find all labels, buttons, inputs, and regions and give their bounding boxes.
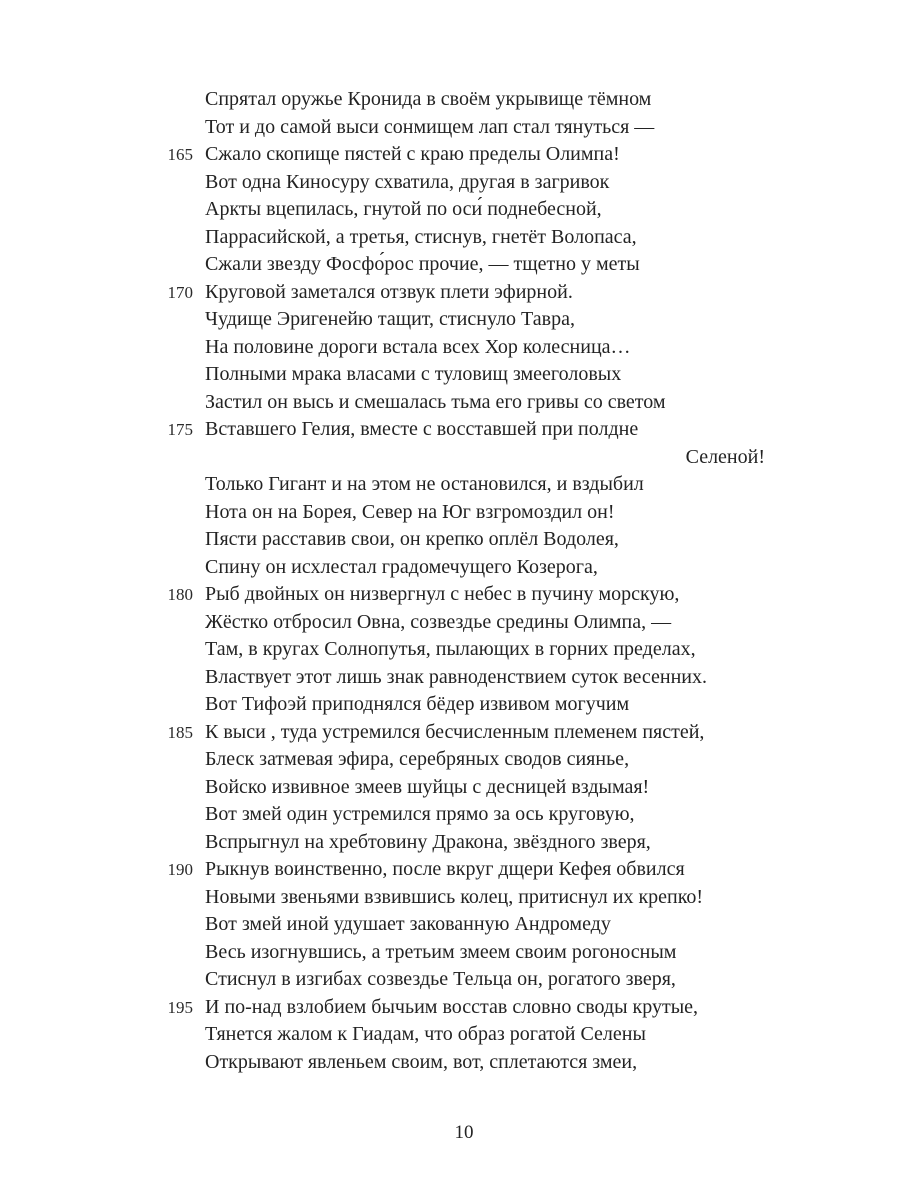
poem-line: [163, 554, 765, 582]
line-text: Вспрыгнул на хребтовину Дракона, звёздного зверя,: [205, 830, 651, 853]
poem-line: [163, 636, 765, 664]
line-number: 180: [167, 585, 193, 604]
line-text: Тот и до самой выси сонмищем лап стал тянуться —: [205, 115, 655, 138]
poem-line: [163, 1021, 765, 1049]
line-text: Спину он исхлестал градомечущего Козерога,: [205, 555, 598, 578]
page-number: 10: [454, 1122, 474, 1143]
poem-line: [163, 911, 765, 939]
line-text: Вот змей один устремился прямо за ось круговую,: [205, 803, 635, 825]
poem-line: [163, 746, 765, 774]
line-text: Рыб двойных он низвергнул с небес в пучину морскую,: [205, 583, 680, 605]
poem-line: [163, 774, 765, 802]
line-text: Аркты вцепилась, гнутой по оси́ поднебесной,: [205, 198, 602, 220]
poem-line: [163, 856, 765, 884]
poem-line: [163, 581, 765, 609]
poem-line: [163, 1049, 765, 1077]
poem-line: [163, 279, 765, 307]
line-text: Вот Тифоэй приподнялся бёдер извивом могучим: [205, 693, 630, 715]
poem-line: [163, 499, 765, 527]
poem-line: [163, 609, 765, 637]
poem-line: [163, 719, 765, 747]
poem-line: [163, 306, 765, 334]
poem-line: [163, 444, 765, 472]
line-text: Паррасийской, а третья, стиснув, гнетёт Волопаса,: [205, 225, 637, 248]
line-text: Чудище Эригенейю тащит, стиснуло Тавра,: [205, 308, 575, 330]
poem-line: [163, 966, 765, 994]
poem-line: [163, 416, 765, 444]
poem-line: [163, 334, 765, 362]
poem-line: [163, 224, 765, 252]
line-text: Тянется жалом к Гиадам, что образ рогатой Селены: [205, 1023, 646, 1045]
poem-line: [163, 141, 765, 169]
poem-line: [163, 691, 765, 719]
line-number: 190: [167, 860, 193, 879]
poem-text-block: [163, 86, 765, 1076]
line-text: Круговой заметался отзвук плети эфирной.: [205, 280, 573, 303]
line-text: На половине дороги встала всех Хор колесница…: [205, 335, 631, 358]
line-text: И по-над взлобием бычьим восстав словно своды крутые,: [205, 995, 699, 1018]
line-text: Селеной!: [685, 445, 765, 468]
poem-line: [163, 114, 765, 142]
line-text: Сжало скопище пястей с краю пределы Олимпа!: [205, 143, 620, 165]
poem-line: [163, 526, 765, 554]
poem-line: [163, 361, 765, 389]
line-text: Там, в кругах Солнопутья, пылающих в горних пределах,: [205, 638, 696, 660]
line-text: Новыми звеньями взвившись колец, притиснул их крепко!: [205, 885, 704, 908]
line-text: Застил он высь и смешалась тьма его гривы со светом: [205, 390, 666, 413]
line-number: 170: [167, 282, 193, 302]
line-text: Сжали звезду Фосфо́рос прочие, — тщетно у меты: [205, 253, 640, 275]
line-text: Вот одна Киносуру схватила, другая в загривок: [205, 170, 610, 193]
poem-line: [163, 251, 765, 279]
line-text: Только Гигант и на этом не остановился, и вздыбил: [205, 473, 644, 495]
poem-line: [163, 471, 765, 499]
line-text: Пясти расставив свои, он крепко оплёл Водолея,: [205, 528, 619, 550]
line-text: Полными мрака власами с туловищ змееголовых: [205, 363, 622, 385]
poem-line: [163, 884, 765, 912]
line-number: 175: [167, 420, 193, 439]
line-number: 185: [167, 722, 193, 742]
poem-line: [163, 994, 765, 1022]
line-text: Открывают явленьем своим, вот, сплетаются змеи,: [205, 1050, 638, 1073]
line-text: Войско извивное змеев шуйцы с десницей вздымая!: [205, 775, 650, 798]
line-text: Весь изогнувшись, а третьим змеем своим рогоносным: [205, 940, 677, 963]
poem-line: [163, 86, 765, 114]
line-text: Спрятал оружье Кронида в своём укрывище тёмном: [205, 88, 652, 110]
poem-line: [163, 829, 765, 857]
line-text: Нота он на Борея, Север на Юг взгромоздил он!: [205, 500, 615, 523]
line-number: 195: [167, 997, 193, 1017]
line-text: К выси , туда устремился бесчисленным племенем пястей,: [205, 720, 705, 743]
poem-line: [163, 169, 765, 197]
poem-line: [163, 939, 765, 967]
line-number: 165: [167, 145, 193, 164]
line-text: Вставшего Гелия, вместе с восставшей при полдне: [205, 418, 639, 440]
line-text: Жёстко отбросил Овна, созвездье средины Олимпа, —: [205, 610, 672, 633]
line-text: Стиснул в изгибах созвездье Тельца он, рогатого зверя,: [205, 968, 676, 990]
line-text: Вот змей иной удушает закованную Андромеду: [205, 913, 611, 935]
line-text: Блеск затмевая эфира, серебряных сводов сиянье,: [205, 748, 630, 770]
poem-line: [163, 664, 765, 692]
poem-line: [163, 801, 765, 829]
line-text: Властвует этот лишь знак равноденствием суток весенних.: [205, 665, 707, 688]
poem-line: [163, 389, 765, 417]
poem-line: [163, 196, 765, 224]
line-text: Рыкнув воинственно, после вкруг дщери Кефея обвился: [205, 858, 685, 880]
